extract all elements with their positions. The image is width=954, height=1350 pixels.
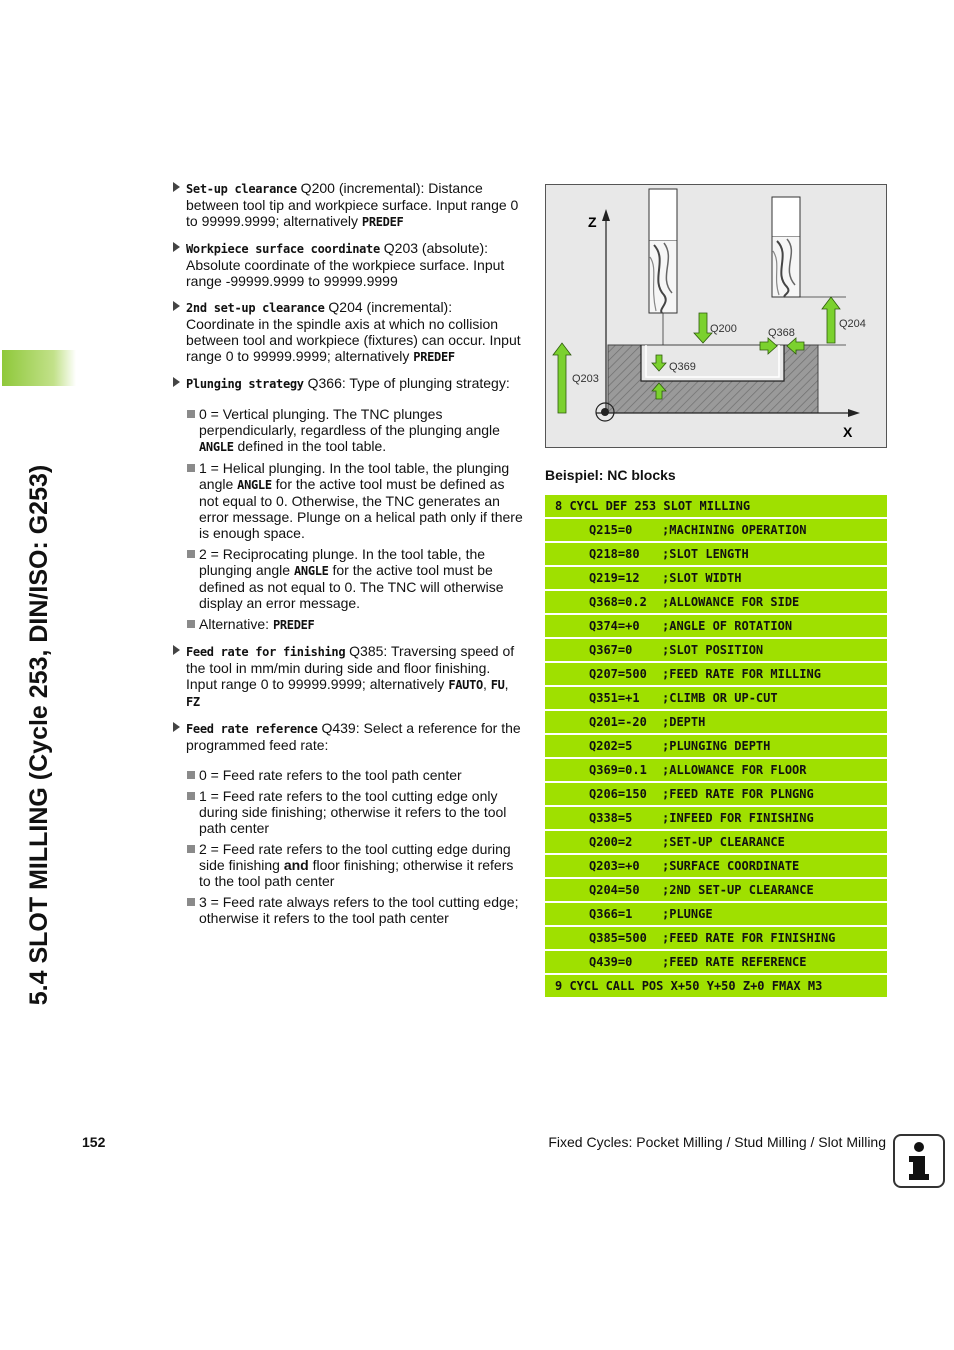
param-keyword-tail: PREDEF [413,350,455,364]
example-heading: Beispiel: NC blocks [545,467,676,483]
nc-comment: ;PLUNGE [662,907,713,921]
end-mill-tool-left [649,189,677,313]
nc-line [545,639,887,661]
param-keyword: 2nd set-up clearance [186,301,325,315]
square-bullet-icon [187,550,195,558]
nc-comment: ;FEED RATE FOR FINISHING [662,931,836,945]
nc-comment: ;FEED RATE FOR PLNGNG [662,787,814,801]
list-item: 2 = Feed rate refers to the tool cutting edge during side finishing and floor finishing; otherwise it refers to the tool path center [172,841,524,889]
slot-milling-diagram [545,184,887,448]
axis-x-label: X [843,424,853,440]
q204-arrow [822,297,840,343]
label-q204: Q204 [839,318,866,330]
nc-line [545,831,887,853]
z-axis-arrowhead [602,209,610,221]
feed-options-list [172,767,524,926]
bullet-arrow-icon [173,242,180,252]
info-i-glyph [895,1136,943,1186]
list-item: 1 = Helical plunging. In the tool table, the plunging angle ANGLE for the active tool must be defined as not equal to 0. Otherwise, the TNC generates an error message. Plunge on a helical path only if there is enough space. [172,460,524,541]
nc-parameter: Q204=50 [589,883,640,897]
nc-parameter: Q368=0.2 [589,595,647,609]
param-keyword: Set-up clearance [186,182,297,196]
nc-parameter: Q367=0 [589,643,633,657]
square-bullet-icon [187,845,195,853]
nc-line [545,735,887,757]
nc-comment: ;ALLOWANCE FOR SIDE [662,595,800,609]
label-q369: Q369 [669,361,696,373]
nc-line [545,927,887,949]
x-axis-arrowhead [848,409,860,417]
nc-program-listing [545,495,887,999]
nc-parameter: Q338=5 [589,811,633,825]
nc-line [545,711,887,733]
param-text: Q204 (incremental): Coordinate in the spindle axis at which no collision between tool and workpiece (fixtures) can occur. Input range 0 to 99999.9999; alternatively [186,299,521,364]
square-bullet-icon [187,620,195,628]
nc-comment: ;INFEED FOR FINISHING [662,811,814,825]
nc-comment: ;SLOT LENGTH [662,547,749,561]
nc-line [545,663,887,685]
nc-parameter: Q206=150 [589,787,647,801]
param-text: Q203 (absolute): Absolute coordinate of the workpiece surface. Input range -99999.9999 to 99999.9999 [186,240,505,289]
list-item: 1 = Feed rate refers to the tool cutting edge only during side finishing; otherwise it refers to the tool path center [172,788,524,836]
nc-comment: ;CLIMB OR UP-CUT [662,691,778,705]
nc-parameter: Q201=-20 [589,715,647,729]
param-q200 [172,180,524,230]
bullet-arrow-icon [173,645,180,655]
param-text: Q366: Type of plunging strategy: [303,375,510,391]
nc-line [545,879,887,901]
square-bullet-icon [187,410,195,418]
nc-line [545,783,887,805]
param-text: Q200 (incremental): Distance between tool tip and workpiece surface. Input range 0 to 99999.9999; alternatively [186,180,519,229]
param-keyword: Feed rate reference [186,722,318,736]
param-q366 [172,375,524,392]
nc-parameter-lines [545,519,887,973]
nc-line [545,855,887,877]
nc-comment: ;ANGLE OF ROTATION [662,619,793,633]
nc-parameter: Q366=1 [589,907,633,921]
param-keyword: Workpiece surface coordinate [186,242,380,256]
list-item: 3 = Feed rate always refers to the tool cutting edge; otherwise it refers to the tool path center [172,894,524,926]
nc-line [545,615,887,637]
nc-comment: ;SLOT WIDTH [662,571,742,585]
nc-parameter: Q385=500 [589,931,647,945]
nc-parameter: Q207=500 [589,667,647,681]
nc-parameter: Q439=0 [589,955,633,969]
square-bullet-icon [187,771,195,779]
side-chapter-title [2,180,74,1290]
bullet-arrow-icon [173,722,180,732]
param-text: Q385: Traversing speed of the tool in mm/min during side and floor finishing. Input range 0 to 99999.9999; alternatively [186,643,515,692]
label-q203: Q203 [572,373,599,385]
footer-title: Fixed Cycles: Pocket Milling / Stud Milling / Slot Milling [548,1134,886,1150]
nc-line [545,567,887,589]
chapter-title-text: 5.4 SLOT MILLING (Cycle 253, DIN/ISO: G253) [25,464,53,1006]
nc-parameter: Q218=80 [589,547,640,561]
nc-comment: ;ALLOWANCE FOR FLOOR [662,763,807,777]
param-q385: Feed rate for finishing Q385: Traversing speed of the tool in mm/min during side and floor finishing. Input range 0 to 99999.9999; alternatively FAUTO, FU, FZ [172,643,524,710]
nc-comment: ;FEED RATE REFERENCE [662,955,807,969]
nc-comment: ;PLUNGING DEPTH [662,739,771,753]
diagram-svg [546,185,886,447]
q203-arrow [553,343,571,413]
square-bullet-icon [187,464,195,472]
nc-line [545,519,887,541]
param-text: Q439: Select a reference for the programmed feed rate: [186,720,521,753]
nc-line [545,759,887,781]
list-item: 2 = Reciprocating plunge. In the tool table, the plunging angle ANGLE for the active tool must be defined as not equal to 0. The TNC will otherwise display an error message. [172,546,524,611]
param-q203 [172,240,524,289]
square-bullet-icon [187,792,195,800]
nc-parameter: Q374=+0 [589,619,640,633]
nc-comment: ;FEED RATE FOR MILLING [662,667,821,681]
plunge-options-list [172,406,524,633]
label-q200: Q200 [710,323,737,335]
list-item: Alternative: PREDEF [172,616,524,633]
nc-comment: ;SURFACE COORDINATE [662,859,800,873]
nc-parameter: Q351=+1 [589,691,640,705]
nc-line [545,687,887,709]
finished-contour [646,345,779,377]
nc-line [545,807,887,829]
nc-comment: ;DEPTH [662,715,706,729]
info-icon [893,1134,945,1188]
nc-parameter: Q215=0 [589,523,633,537]
nc-parameter: Q203=+0 [589,859,640,873]
nc-comment: ;MACHINING OPERATION [662,523,807,537]
param-keyword: Plunging strategy [186,377,304,391]
nc-line [545,903,887,925]
param-q204 [172,299,524,365]
page-number: 152 [82,1134,106,1150]
nc-comment: ;2ND SET-UP CLEARANCE [662,883,814,897]
nc-line [545,591,887,613]
nc-line [545,543,887,565]
bullet-arrow-icon [173,377,180,387]
nc-comment: ;SET-UP CLEARANCE [662,835,785,849]
workpiece-material [608,345,818,413]
param-keyword: Feed rate for finishing [186,645,346,659]
nc-parameter: Q200=2 [589,835,633,849]
list-item: 0 = Feed rate refers to the tool path center [172,767,524,783]
nc-line-cycle-call: 9 CYCL CALL POS X+50 Y+50 Z+0 FMAX M3 [545,975,887,997]
label-q368: Q368 [768,327,795,339]
param-q439 [172,720,524,753]
square-bullet-icon [187,898,195,906]
nc-comment: ;SLOT POSITION [662,643,764,657]
end-mill-tool-right [772,197,800,297]
parameter-descriptions [172,180,524,936]
bullet-arrow-icon [173,182,180,192]
nc-parameter: Q202=5 [589,739,633,753]
axis-z-label: Z [588,214,597,230]
bullet-arrow-icon [173,301,180,311]
param-keyword-tail: PREDEF [361,215,404,229]
nc-parameter: Q369=0.1 [589,763,647,777]
list-item: 0 = Vertical plunging. The TNC plunges perpendicularly, regardless of the plunging angle ANGLE defined in the tool table. [172,406,524,455]
nc-line [545,951,887,973]
nc-line-cycle-def: 8 CYCL DEF 253 SLOT MILLING [545,495,887,517]
nc-parameter: Q219=12 [589,571,640,585]
